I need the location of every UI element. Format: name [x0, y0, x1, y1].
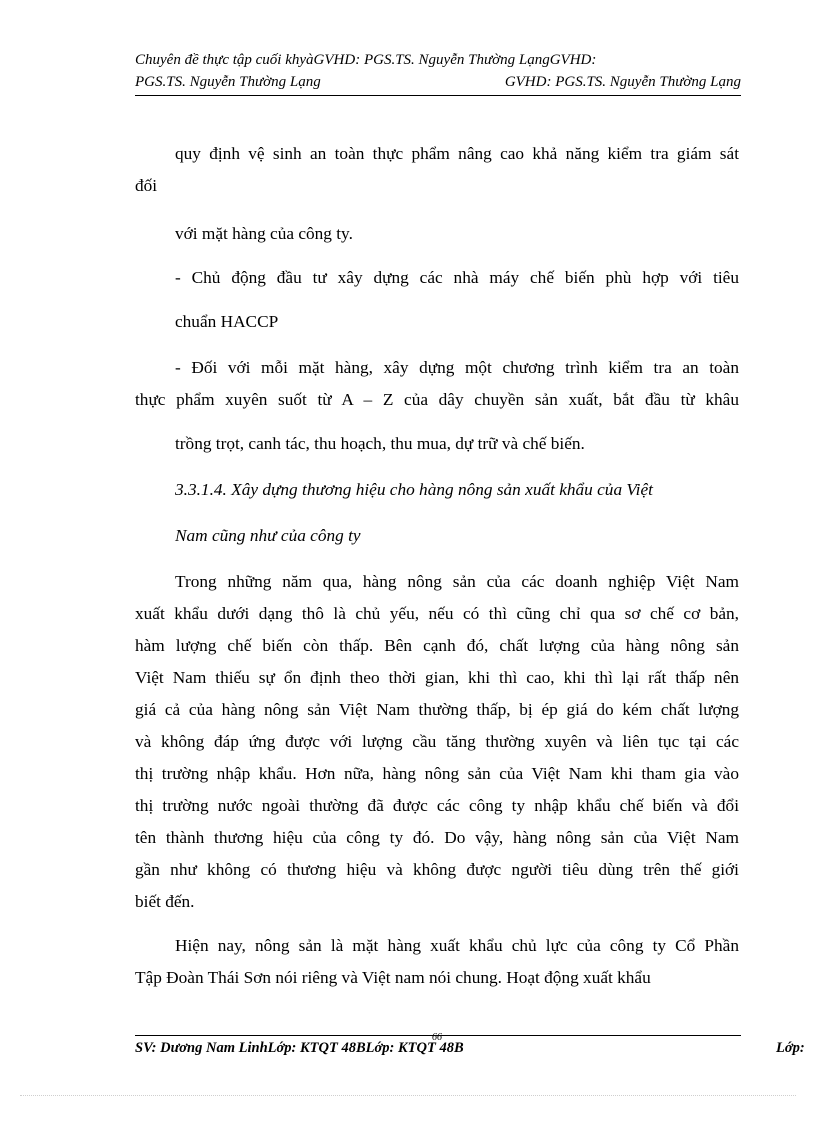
paragraph-line: với mặt hàng của công ty.	[175, 224, 353, 243]
paragraph-line: hàm lượng chế biến còn thấp. Bên cạnh đó, chất lượng của hàng nông sản	[135, 636, 739, 655]
paragraph-line: quy định vệ sinh an toàn thực phẩm nâng cao khả năng kiểm tra giám sát	[175, 144, 739, 163]
paragraph-line: Hiện nay, nông sản là mặt hàng xuất khẩu chủ lực của công ty Cổ Phần	[175, 936, 739, 955]
paragraph-line: Việt Nam thiếu sự ổn định theo thời gian, khi thì cao, khi thì lại rất thấp nên	[135, 668, 739, 687]
section-heading-line-2: Nam cũng như của công ty	[175, 526, 361, 545]
paragraph-line: Trong những năm qua, hàng nông sản của các doanh nghiệp Việt Nam	[175, 572, 739, 591]
paragraph-line: gần như không có thương hiệu và không được người tiêu dùng trên thế giới	[135, 860, 739, 879]
header-advisor-left: PGS.TS. Nguyễn Thường Lạng	[135, 74, 321, 90]
paragraph-line: xuất khẩu dưới dạng thô là chủ yếu, nếu có thì cũng chỉ qua sơ chế cơ bản,	[135, 604, 739, 623]
header-line-2	[135, 71, 741, 93]
paragraph-line: đối	[135, 176, 158, 195]
paragraph-line: chuẩn HACCP	[175, 312, 279, 331]
paragraph-line: - Chủ động đầu tư xây dựng các nhà máy chế biến phù hợp với tiêu	[175, 268, 739, 287]
paragraph-line: trồng trọt, canh tác, thu hoạch, thu mua, dự trữ và chế biến.	[175, 434, 585, 453]
page-header	[135, 49, 741, 96]
paragraph-line: Tập Đoàn Thái Sơn nói riêng và Việt nam nói chung. Hoạt động xuất khẩu	[135, 968, 651, 987]
paragraph-line: thị trường nước ngoài thường đã được các công ty nhập khẩu chế biến và đổi	[135, 796, 739, 815]
paragraph-line: - Đối với mỗi mặt hàng, xây dựng một chương trình kiểm tra an toàn	[175, 358, 739, 377]
footer-student-info: SV: Dương Nam LinhLớp: KTQT 48BLớp: KTQT 48B	[135, 1040, 464, 1056]
paragraph-line: thực phẩm xuyên suốt từ A – Z của dây chuyền sản xuất, bắt đầu từ khâu	[135, 390, 739, 409]
paragraph-line: và không đáp ứng được với lượng cầu tăng thường xuyên và liên tục tại các	[135, 732, 739, 751]
footer-class-label: Lớp:	[776, 1040, 805, 1056]
header-line-1: Chuyên đề thực tập cuối khyàGVHD: PGS.TS. Nguyễn Thường LạngGVHD:	[135, 52, 597, 68]
section-heading-line-1: 3.3.1.4. Xây dựng thương hiệu cho hàng nông sản xuất khẩu của Việt	[175, 480, 653, 499]
paragraph-line: tên thành thương hiệu của công ty đó. Do vậy, hàng nông sản của Việt Nam	[135, 828, 739, 847]
paragraph-line: giá cả của hàng nông sản Việt Nam thường thấp, bị ép giá do kém chất lượng	[135, 700, 739, 719]
page-bottom-border	[20, 1095, 796, 1096]
paragraph-line: biết đến.	[135, 892, 195, 911]
page-number: 66	[432, 1032, 442, 1043]
header-advisor-right: GVHD: PGS.TS. Nguyễn Thường Lạng	[504, 74, 741, 90]
paragraph-line: thị trường nhập khẩu. Hơn nữa, hàng nông sản của Việt Nam khi tham gia vào	[135, 764, 739, 783]
